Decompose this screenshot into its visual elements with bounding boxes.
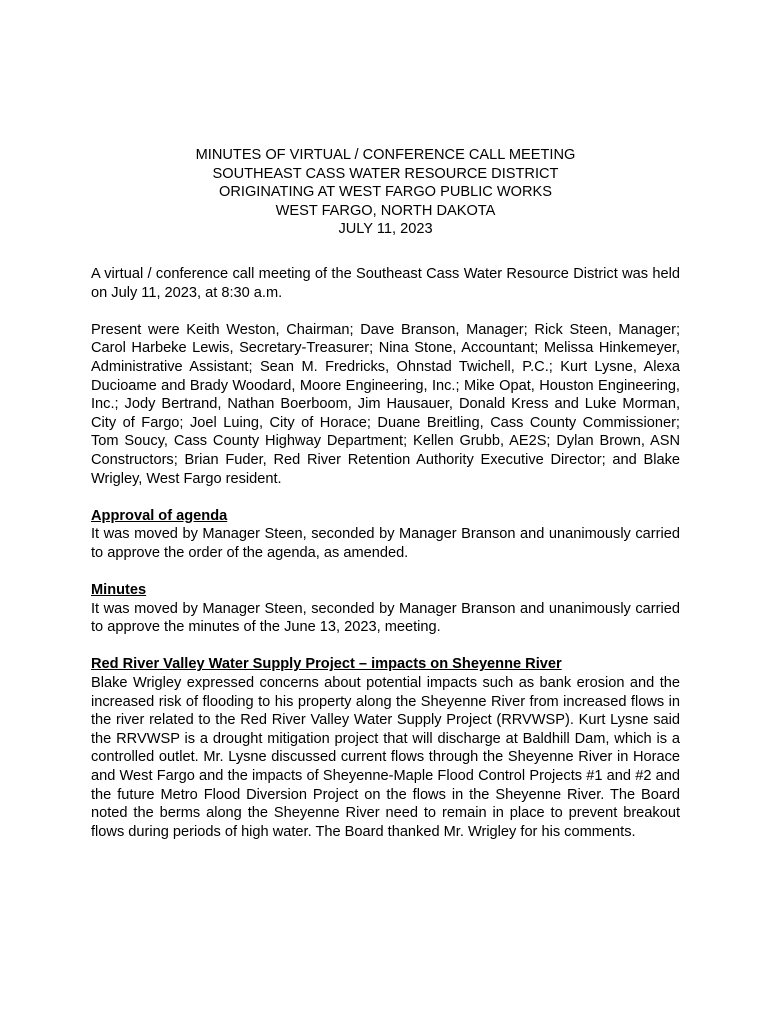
document-header — [91, 146, 680, 239]
attendance-paragraph: Present were Keith Weston, Chairman; Dave Branson, Manager; Rick Steen, Manager; Carol Harbeke Lewis, Secretary-Treasurer; Nina Stone, Accountant; Melissa Hinkemeyer, Administrative Assistant; Sean M. Fredricks, Ohnstad Twichell, P.C.; Kurt Lysne, Alexa Ducioame and Brady Woodard, Moore Engineering, Inc.; Mike Opat, Houston Engineering, Inc.; Jody Bertrand, Nathan Boerboom, Jim Hausauer, Donald Kress and Luke Morman, City of Fargo; Joel Luing, City of Horace; Duane Breitling, Cass County Commissioner; Tom Soucy, Cass County Highway Department; Kellen Grubb, AE2S; Dylan Brown, ASN Constructors; Brian Fuder, Red River Retention Authority Executive Director; and Blake Wrigley, West Fargo resident. — [91, 321, 680, 487]
section-approval-of-agenda — [91, 507, 680, 563]
section-heading: Minutes — [91, 582, 147, 599]
header-district-name: SOUTHEAST CASS WATER RESOURCE DISTRICT — [212, 165, 559, 182]
section-body: It was moved by Manager Steen, seconded by Manager Branson and unanimously carried to approve the minutes of the June 13, 2023, meeting. — [91, 600, 680, 636]
header-location: WEST FARGO, NORTH DAKOTA — [275, 202, 496, 219]
section-body: It was moved by Manager Steen, seconded by Manager Branson and unanimously carried to approve the order of the agenda, as amended. — [91, 526, 680, 561]
section-body: Blake Wrigley expressed concerns about potential impacts such as bank erosion and the increased risk of flooding to his property along the Sheyenne River from increased flows in the river related to the Red River Valley Water Supply Project (RRVWSP). Kurt Lysne said the RRVWSP is a drought mitigation project that will discharge at Baldhill Dam, which is a controlled outlet. Mr. Lysne discussed current flows through the Sheyenne River in Horace and West Fargo and the impacts of Sheyenne-Maple Flood Control Projects #1 and #2 and the future Metro Flood Diversion Project on the flows in the Sheyenne River. The Board noted the berms along the Sheyenne River need to remain in place to prevent breakout flows during periods of high water. The Board thanked Mr. Wrigley for his comments. — [91, 675, 680, 840]
header-origin: ORIGINATING AT WEST FARGO PUBLIC WORKS — [219, 184, 552, 201]
section-rrvwsp-impacts — [91, 655, 680, 841]
section-heading: Red River Valley Water Supply Project – impacts on Sheyenne River — [91, 656, 562, 673]
section-minutes — [91, 581, 680, 637]
header-date: JULY 11, 2023 — [338, 221, 433, 238]
intro-paragraph: A virtual / conference call meeting of the Southeast Cass Water Resource District was held on July 11, 2023, at 8:30 a.m. — [91, 265, 680, 301]
document-page — [91, 146, 680, 860]
section-heading: Approval of agenda — [91, 507, 228, 524]
header-meeting-title: MINUTES OF VIRTUAL / CONFERENCE CALL MEETING — [195, 147, 576, 163]
